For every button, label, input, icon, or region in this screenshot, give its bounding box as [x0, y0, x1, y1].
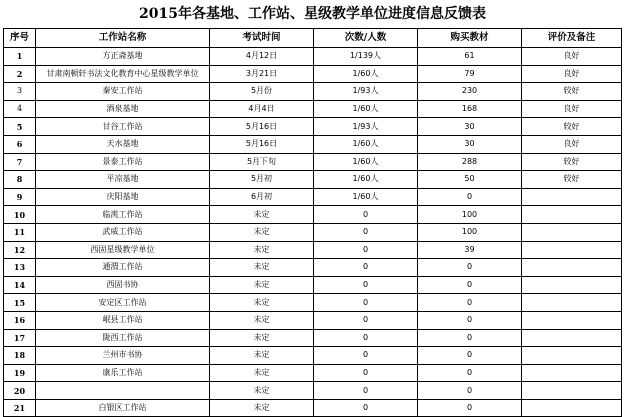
- cell-remarks[interactable]: [522, 382, 622, 400]
- cell-station[interactable]: 甘谷工作站: [36, 118, 210, 136]
- cell-exam-time[interactable]: 未定: [210, 276, 314, 294]
- cell-textbooks[interactable]: 0: [418, 259, 522, 277]
- header-cell-textbooks[interactable]: 购买教材: [418, 29, 522, 48]
- cell-count[interactable]: 0: [314, 347, 418, 365]
- cell-count[interactable]: 0: [314, 223, 418, 241]
- cell-exam-time[interactable]: 未定: [210, 347, 314, 365]
- cell-station[interactable]: 方正斋基地: [36, 48, 210, 66]
- cell-exam-time[interactable]: 5月16日: [210, 118, 314, 136]
- cell-remarks[interactable]: 良好: [522, 100, 622, 118]
- progress-table: [3, 28, 622, 417]
- cell-exam-time[interactable]: 5月初: [210, 171, 314, 189]
- cell-exam-time[interactable]: 未定: [210, 329, 314, 347]
- cell-index[interactable]: 17: [4, 329, 36, 347]
- cell-remarks[interactable]: [522, 276, 622, 294]
- cell-station[interactable]: 秦安工作站: [36, 83, 210, 101]
- cell-textbooks[interactable]: 30: [418, 118, 522, 136]
- cell-index[interactable]: 11: [4, 223, 36, 241]
- cell-textbooks[interactable]: 0: [418, 276, 522, 294]
- cell-index[interactable]: 19: [4, 364, 36, 382]
- cell-textbooks[interactable]: 0: [418, 329, 522, 347]
- cell-textbooks[interactable]: 61: [418, 48, 522, 66]
- cell-exam-time[interactable]: 5月16日: [210, 135, 314, 153]
- cell-exam-time[interactable]: 未定: [210, 223, 314, 241]
- cell-count[interactable]: 1/60人: [314, 171, 418, 189]
- cell-station[interactable]: 平凉基地: [36, 171, 210, 189]
- cell-index[interactable]: 5: [4, 118, 36, 136]
- cell-index[interactable]: 12: [4, 241, 36, 259]
- header-row: [4, 29, 622, 48]
- cell-count[interactable]: 0: [314, 259, 418, 277]
- cell-index[interactable]: 15: [4, 294, 36, 312]
- table-row: [4, 65, 622, 83]
- cell-exam-time[interactable]: 未定: [210, 206, 314, 224]
- cell-exam-time[interactable]: 未定: [210, 294, 314, 312]
- cell-textbooks[interactable]: 0: [418, 382, 522, 400]
- cell-remarks[interactable]: [522, 347, 622, 365]
- table-row: [4, 347, 622, 365]
- cell-exam-time[interactable]: 未定: [210, 259, 314, 277]
- cell-remarks[interactable]: [522, 188, 622, 206]
- cell-station[interactable]: 安定区工作站: [36, 294, 210, 312]
- cell-textbooks[interactable]: 39: [418, 241, 522, 259]
- cell-remarks[interactable]: [522, 241, 622, 259]
- header-cell-remarks[interactable]: 评价及备注: [522, 29, 622, 48]
- table-row: [4, 329, 622, 347]
- cell-station[interactable]: 通渭工作站: [36, 259, 210, 277]
- cell-exam-time[interactable]: 未定: [210, 382, 314, 400]
- cell-exam-time[interactable]: 6月初: [210, 188, 314, 206]
- header-cell-index[interactable]: 序号: [4, 29, 36, 48]
- cell-textbooks[interactable]: 168: [418, 100, 522, 118]
- cell-remarks[interactable]: [522, 364, 622, 382]
- cell-station[interactable]: 康乐工作站: [36, 364, 210, 382]
- cell-textbooks[interactable]: 100: [418, 223, 522, 241]
- table-row: [4, 399, 622, 417]
- cell-station[interactable]: 甘肃南顿轩书法文化教育中心星级教学单位: [36, 65, 210, 83]
- cell-textbooks[interactable]: 79: [418, 65, 522, 83]
- cell-textbooks[interactable]: 100: [418, 206, 522, 224]
- cell-remarks[interactable]: 良好: [522, 135, 622, 153]
- header-cell-station[interactable]: 工作站名称: [36, 29, 210, 48]
- cell-textbooks[interactable]: 288: [418, 153, 522, 171]
- cell-remarks[interactable]: [522, 329, 622, 347]
- table-row: [4, 118, 622, 136]
- cell-index[interactable]: 8: [4, 171, 36, 189]
- cell-index[interactable]: 7: [4, 153, 36, 171]
- cell-index[interactable]: 2: [4, 65, 36, 83]
- cell-remarks[interactable]: [522, 399, 622, 417]
- table-row: [4, 382, 622, 400]
- cell-textbooks[interactable]: 50: [418, 171, 522, 189]
- cell-count[interactable]: 0: [314, 276, 418, 294]
- cell-exam-time[interactable]: 未定: [210, 241, 314, 259]
- table-row: [4, 206, 622, 224]
- cell-exam-time[interactable]: 未定: [210, 364, 314, 382]
- cell-station[interactable]: 西固星级教学单位: [36, 241, 210, 259]
- cell-count[interactable]: 1/60人: [314, 135, 418, 153]
- cell-index[interactable]: 3: [4, 83, 36, 101]
- table-row: [4, 135, 622, 153]
- cell-station[interactable]: 白银区工作站: [36, 399, 210, 417]
- cell-count[interactable]: 0: [314, 294, 418, 312]
- cell-station[interactable]: 武威工作站: [36, 223, 210, 241]
- cell-exam-time[interactable]: 4月12日: [210, 48, 314, 66]
- table-row: [4, 153, 622, 171]
- cell-exam-time[interactable]: 5月下旬: [210, 153, 314, 171]
- cell-remarks[interactable]: 良好: [522, 48, 622, 66]
- cell-index[interactable]: 14: [4, 276, 36, 294]
- header-cell-exam-time[interactable]: 考试时间: [210, 29, 314, 48]
- cell-exam-time[interactable]: 未定: [210, 399, 314, 417]
- cell-index[interactable]: 4: [4, 100, 36, 118]
- cell-exam-time[interactable]: 3月21日: [210, 65, 314, 83]
- cell-station[interactable]: 陇西工作站: [36, 329, 210, 347]
- cell-count[interactable]: 1/93人: [314, 83, 418, 101]
- cell-station[interactable]: 兰州市书协: [36, 347, 210, 365]
- cell-count[interactable]: 0: [314, 329, 418, 347]
- cell-index[interactable]: 21: [4, 399, 36, 417]
- cell-index[interactable]: 16: [4, 311, 36, 329]
- cell-remarks[interactable]: [522, 259, 622, 277]
- table-row: [4, 171, 622, 189]
- table-row: [4, 259, 622, 277]
- cell-count[interactable]: 0: [314, 206, 418, 224]
- cell-remarks[interactable]: 较好: [522, 83, 622, 101]
- cell-station[interactable]: 庆阳基地: [36, 188, 210, 206]
- cell-exam-time[interactable]: 未定: [210, 311, 314, 329]
- cell-textbooks[interactable]: 0: [418, 399, 522, 417]
- cell-remarks[interactable]: 较好: [522, 153, 622, 171]
- cell-index[interactable]: 10: [4, 206, 36, 224]
- header-cell-count[interactable]: 次数/人数: [314, 29, 418, 48]
- table-row: [4, 188, 622, 206]
- cell-count[interactable]: 0: [314, 311, 418, 329]
- table-row: [4, 276, 622, 294]
- cell-count[interactable]: 0: [314, 241, 418, 259]
- table-row: [4, 294, 622, 312]
- cell-remarks[interactable]: 良好: [522, 65, 622, 83]
- table-row: [4, 364, 622, 382]
- cell-exam-time[interactable]: 5月份: [210, 83, 314, 101]
- cell-textbooks[interactable]: 230: [418, 83, 522, 101]
- table-row: [4, 223, 622, 241]
- cell-count[interactable]: 1/60人: [314, 100, 418, 118]
- cell-station[interactable]: [36, 382, 210, 400]
- cell-textbooks[interactable]: 0: [418, 311, 522, 329]
- cell-textbooks[interactable]: 0: [418, 347, 522, 365]
- cell-index[interactable]: 6: [4, 135, 36, 153]
- cell-index[interactable]: 9: [4, 188, 36, 206]
- cell-textbooks[interactable]: 0: [418, 294, 522, 312]
- cell-station[interactable]: 岷县工作站: [36, 311, 210, 329]
- cell-count[interactable]: 1/60人: [314, 153, 418, 171]
- cell-count[interactable]: 1/93人: [314, 118, 418, 136]
- cell-index[interactable]: 18: [4, 347, 36, 365]
- sheet-title: 2015年各基地、工作站、星级教学单位进度信息反馈表: [139, 6, 486, 22]
- cell-index[interactable]: 20: [4, 382, 36, 400]
- table-row: [4, 100, 622, 118]
- cell-count[interactable]: 0: [314, 382, 418, 400]
- cell-remarks[interactable]: [522, 223, 622, 241]
- cell-count[interactable]: 1/139人: [314, 48, 418, 66]
- cell-textbooks[interactable]: 0: [418, 364, 522, 382]
- cell-remarks[interactable]: [522, 311, 622, 329]
- cell-remarks[interactable]: [522, 206, 622, 224]
- table-row: [4, 311, 622, 329]
- cell-remarks[interactable]: [522, 294, 622, 312]
- cell-index[interactable]: 13: [4, 259, 36, 277]
- cell-exam-time[interactable]: 4月4日: [210, 100, 314, 118]
- cell-remarks[interactable]: 较好: [522, 171, 622, 189]
- cell-station[interactable]: 西固书协: [36, 276, 210, 294]
- cell-count[interactable]: 1/60人: [314, 65, 418, 83]
- cell-count[interactable]: 0: [314, 399, 418, 417]
- cell-station[interactable]: 临洮工作站: [36, 206, 210, 224]
- cell-index[interactable]: 1: [4, 48, 36, 66]
- cell-remarks[interactable]: 较好: [522, 118, 622, 136]
- cell-textbooks[interactable]: 30: [418, 135, 522, 153]
- cell-count[interactable]: 0: [314, 364, 418, 382]
- table-row: [4, 241, 622, 259]
- cell-station[interactable]: 天水基地: [36, 135, 210, 153]
- cell-station[interactable]: 景泰工作站: [36, 153, 210, 171]
- cell-textbooks[interactable]: 0: [418, 188, 522, 206]
- table-row: [4, 83, 622, 101]
- cell-count[interactable]: 1/60人: [314, 188, 418, 206]
- table-row: [4, 48, 622, 66]
- cell-station[interactable]: 酒泉基地: [36, 100, 210, 118]
